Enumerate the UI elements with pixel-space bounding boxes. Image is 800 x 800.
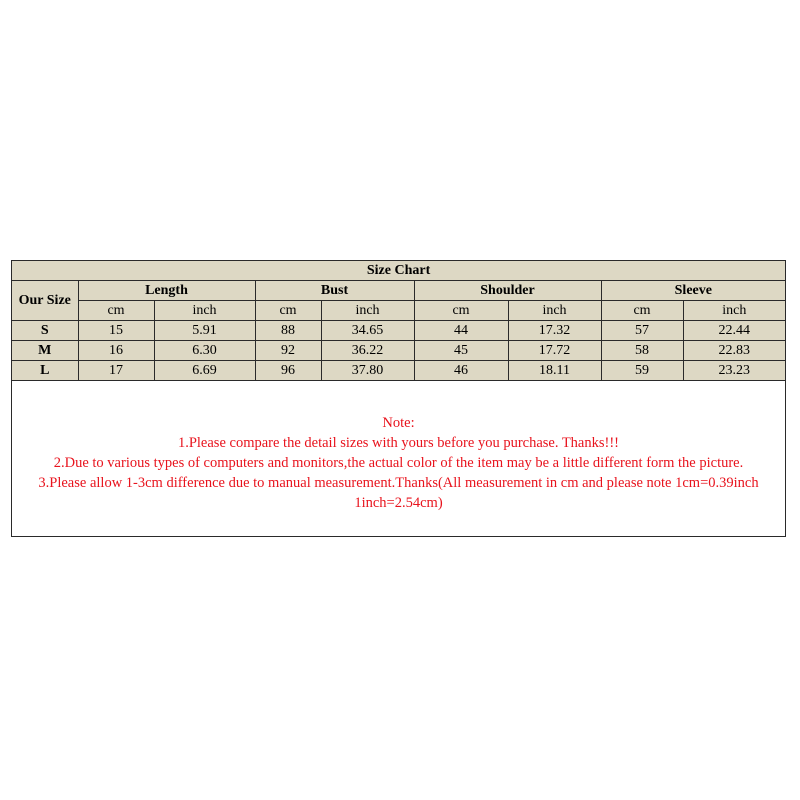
size-chart [11,260,786,537]
unit-cm: cm [78,301,154,321]
table-cell: 88 [255,321,321,341]
table-cell: 96 [255,361,321,381]
table-cell: 57 [601,321,683,341]
unit-cm: cm [601,301,683,321]
table-cell: 18.11 [508,361,601,381]
unit-inch: inch [321,301,414,321]
table-cell: 23.23 [683,361,785,381]
note-line: 3.Please allow 1-3cm difference due to manual measurement.Thanks(All measurement in cm and please note 1cm=0.39inch [38,475,759,491]
table-cell: 45 [414,341,508,361]
bust-header: Bust [255,281,414,301]
size-label: L [12,361,78,381]
table-cell: 17 [78,361,154,381]
unit-inch: inch [683,301,785,321]
length-header: Length [78,281,255,301]
unit-inch: inch [154,301,255,321]
unit-cm: cm [255,301,321,321]
table-cell: 59 [601,361,683,381]
table-cell: 58 [601,341,683,361]
notes-heading: Note: [382,415,415,431]
table-cell: 15 [78,321,154,341]
notes-section [12,413,785,513]
table-cell: 6.30 [154,341,255,361]
shoulder-header: Shoulder [414,281,601,301]
table-cell: 16 [78,341,154,361]
table-cell: 92 [255,341,321,361]
table-row [12,361,785,381]
size-label: M [12,341,78,361]
table-cell: 44 [414,321,508,341]
table-cell: 22.83 [683,341,785,361]
group-header-row [12,281,785,301]
table-cell: 46 [414,361,508,381]
title-row [12,261,785,281]
table-cell: 34.65 [321,321,414,341]
table-title: Size Chart [12,261,785,281]
note-line: 1inch=2.54cm) [354,495,443,511]
unit-cm: cm [414,301,508,321]
unit-inch: inch [508,301,601,321]
table-row [12,321,785,341]
table-row [12,341,785,361]
size-column-header: Our Size [12,281,78,321]
table-cell: 17.32 [508,321,601,341]
note-line: 2.Due to various types of computers and monitors,the actual color of the item may be a little different form the picture. [53,455,744,471]
table-cell: 17.72 [508,341,601,361]
sleeve-header: Sleeve [601,281,785,301]
table-cell: 22.44 [683,321,785,341]
table-cell: 36.22 [321,341,414,361]
table-cell: 5.91 [154,321,255,341]
table-cell: 37.80 [321,361,414,381]
table-cell: 6.69 [154,361,255,381]
size-label: S [12,321,78,341]
note-line: 1.Please compare the detail sizes with yours before you purchase. Thanks!!! [177,435,620,451]
size-table [12,261,785,381]
unit-header-row [12,301,785,321]
